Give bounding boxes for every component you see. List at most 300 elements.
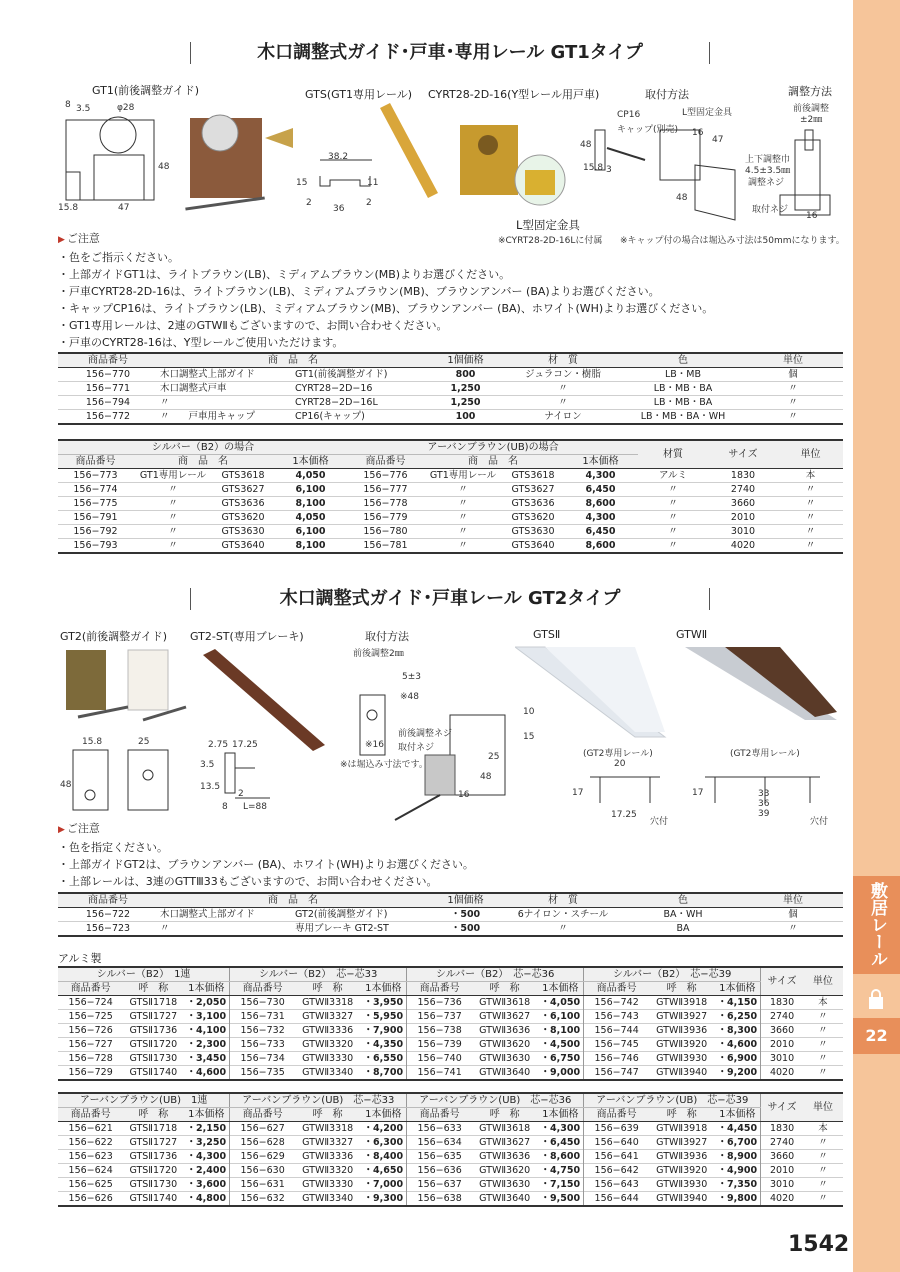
table-cell: 156−723 <box>58 922 158 937</box>
col-header: 呼 称 <box>472 982 537 996</box>
dim-15-8: 15.8 <box>58 203 79 213</box>
table-cell: 〃 <box>133 483 213 497</box>
table-cell: 156−780 <box>348 525 423 539</box>
table-cell: 6,450 <box>563 483 638 497</box>
table-cell: 〃 <box>778 539 843 554</box>
col-header: 商品番号 <box>58 455 133 469</box>
table-cell: 100 <box>428 410 503 425</box>
table-row <box>58 410 843 425</box>
table-cell: 3660 <box>708 497 778 511</box>
table-cell: ・6,900 <box>714 1052 760 1066</box>
rail-dim-36: 36 <box>758 799 770 809</box>
table-cell: 156−731 <box>230 1010 295 1024</box>
gt2-front-adjust: 前後調整2㎜ <box>353 649 404 659</box>
table-cell: GTWⅡ3627 <box>472 1136 537 1150</box>
group-header: シルバー（B2） 芯−芯33 <box>230 967 407 982</box>
col-header: 1本価格 <box>537 1108 583 1122</box>
rail1-label: (GT2専用レール) <box>583 749 653 759</box>
table-cell: 156−639 <box>584 1122 649 1136</box>
rail-dim-20: 20 <box>614 759 626 769</box>
col-header: 商品番号 <box>230 982 295 996</box>
gt2-notes <box>58 820 474 890</box>
dim-15: 15 <box>296 178 308 188</box>
table-row <box>58 996 843 1010</box>
note-line: ・戸車CYRT28-2D-16は、ライトブラウン(LB)、ミディアムブラウン(MB)、ブラウンアンバー (BA)よりお選びください。 <box>58 285 660 298</box>
table-cell: BA <box>623 922 743 937</box>
note-line: ・GT1専用レールは、2連のGTWⅡもございますので、お問い合わせください。 <box>58 319 448 332</box>
gt2st-dim-13-5: 13.5 <box>200 782 221 792</box>
table-cell: GTWⅡ3320 <box>295 1038 360 1052</box>
table-cell: GTWⅡ3936 <box>649 1024 714 1038</box>
gt2st-dim-2: 2 <box>238 789 244 799</box>
gt2-product-table <box>58 892 843 937</box>
col-header: 商品番号 <box>407 982 472 996</box>
category-label: 敷居レール <box>867 882 887 967</box>
table-cell: 6,100 <box>273 483 348 497</box>
table-cell: 〃 <box>638 497 708 511</box>
rail-hole-2: 穴付 <box>810 817 829 827</box>
col-header: 商品番号 <box>584 982 649 996</box>
table-cell: 〃 <box>423 483 503 497</box>
cap-note: ※キャップ付の場合は堀込み寸法は50mmになります。 <box>620 236 845 246</box>
table-cell: ・8,400 <box>360 1150 406 1164</box>
table-cell: 156−746 <box>584 1052 649 1066</box>
table-cell: 156−793 <box>58 539 133 554</box>
table-cell: ・6,300 <box>360 1136 406 1150</box>
notes-heading: ▶ ご注意 <box>58 820 474 839</box>
gt1-product-table <box>58 352 843 425</box>
table-cell: 2010 <box>761 1164 803 1178</box>
gt2-mount-label: 取付方法 <box>365 630 409 643</box>
gt2-fix-screw: 取付ネジ <box>398 743 435 753</box>
category-tab[interactable] <box>853 876 900 974</box>
table-cell: 156−728 <box>58 1052 123 1066</box>
table-cell: ・6,700 <box>714 1136 760 1150</box>
table-cell: GTWⅡ3630 <box>472 1178 537 1192</box>
notes-heading: ▶ ご注意 <box>58 230 713 249</box>
col-header: 商品番号 <box>230 1108 295 1122</box>
gt1-notes <box>58 230 713 351</box>
col-header: 呼 称 <box>295 1108 360 1122</box>
table-cell: ジュラコン・樹脂 <box>503 368 623 382</box>
table-cell: GTWⅡ3920 <box>649 1038 714 1052</box>
table-cell: GT1(前後調整ガイド) <box>293 368 428 382</box>
dim-36: 36 <box>333 204 345 214</box>
gt1-mount-drawing <box>575 100 765 230</box>
table-cell: ・3,950 <box>360 996 406 1010</box>
dim-3-5: 3.5 <box>76 104 91 114</box>
gts-rail-table <box>58 439 843 554</box>
vert-adjust-value: 4.5±3.5㎜ <box>745 166 791 176</box>
table-cell: 〃 <box>778 525 843 539</box>
table-cell: 156−745 <box>584 1038 649 1052</box>
table-cell: GTSⅡ1740 <box>123 1192 183 1207</box>
table-cell: 156−792 <box>58 525 133 539</box>
table-cell: GTWⅡ3640 <box>472 1192 537 1207</box>
col-header: 呼 称 <box>123 1108 183 1122</box>
table-cell: GTSⅡ1720 <box>123 1164 183 1178</box>
gt1-photo <box>185 98 300 218</box>
table-cell: 156−772 <box>58 410 158 425</box>
table-cell: 156−623 <box>58 1150 123 1164</box>
table-cell: GT1専用レール <box>133 469 213 483</box>
table-cell: 156−729 <box>58 1066 123 1081</box>
table-cell: 〃 <box>423 511 503 525</box>
table-cell: 〃 <box>803 1136 843 1150</box>
group-header: シルバー（B2） 1連 <box>58 967 230 982</box>
col-header: 単位 <box>803 1093 843 1122</box>
col-header: サイズ <box>761 1093 803 1122</box>
table-cell: ・9,000 <box>537 1066 583 1081</box>
table-cell: GTS3627 <box>213 483 273 497</box>
table-cell: 〃 <box>423 525 503 539</box>
table-cell: 〃 戸車用キャップ <box>158 410 293 425</box>
table-cell: 専用ブレーキ GT2-ST <box>293 922 428 937</box>
table-cell: GTWⅡ3620 <box>472 1038 537 1052</box>
table-cell: GTWⅡ3627 <box>472 1010 537 1024</box>
rail-hole-1: 穴付 <box>650 817 669 827</box>
table-cell: 個 <box>743 908 843 922</box>
mount-dim-48: 48 <box>580 140 592 150</box>
dim-2b: 2 <box>366 198 372 208</box>
table-cell: ・6,250 <box>714 1010 760 1024</box>
table-cell: ・6,550 <box>360 1052 406 1066</box>
col-header: 材質 <box>638 440 708 469</box>
table-cell: 156−725 <box>58 1010 123 1024</box>
gt2-dim-16s: ※16 <box>365 740 384 750</box>
table-cell: ・4,300 <box>183 1150 229 1164</box>
col-header: 材 質 <box>503 893 623 908</box>
table-cell: 〃 <box>778 483 843 497</box>
table-cell: ・4,200 <box>360 1122 406 1136</box>
table-cell: 156−635 <box>407 1150 472 1164</box>
col-header: 商 品 名 <box>423 455 563 469</box>
table-cell: 〃 <box>803 1178 843 1192</box>
table-cell: ・4,800 <box>183 1192 229 1207</box>
table-cell: 156−727 <box>58 1038 123 1052</box>
table-row <box>58 525 843 539</box>
mount-dim-47: 47 <box>712 135 724 145</box>
table-cell: GTWⅡ3327 <box>295 1010 360 1024</box>
silver-rail-table <box>58 966 843 1081</box>
table-cell: 156−631 <box>230 1178 295 1192</box>
table-cell: 156−622 <box>58 1136 123 1150</box>
table-cell: GTWⅡ3940 <box>649 1066 714 1081</box>
table-row <box>58 1164 843 1178</box>
table-cell: GTWⅡ3330 <box>295 1178 360 1192</box>
col-header: 商品番号 <box>58 1108 123 1122</box>
table-cell: GTWⅡ3927 <box>649 1010 714 1024</box>
gt2-dim-48: 48 <box>60 780 72 790</box>
front-adjust-value: ±2㎜ <box>800 115 823 125</box>
table-cell: 800 <box>428 368 503 382</box>
table-cell: 156−724 <box>58 996 123 1010</box>
col-header: 商品番号 <box>58 893 158 908</box>
table-cell: ・4,900 <box>714 1164 760 1178</box>
table-cell: 6ナイロン・スチール <box>503 908 623 922</box>
table-cell: 156−742 <box>584 996 649 1010</box>
col-header: 商品番号 <box>58 982 123 996</box>
table-cell: ・9,200 <box>714 1066 760 1081</box>
table-cell: ・8,900 <box>714 1150 760 1164</box>
table-cell: 〃 <box>133 525 213 539</box>
table-cell: 156−736 <box>407 996 472 1010</box>
col-header: 呼 称 <box>295 982 360 996</box>
gt2st-photo <box>195 645 330 755</box>
table-cell: ・2,300 <box>183 1038 229 1052</box>
table-row <box>58 469 843 483</box>
table-cell: 156−627 <box>230 1122 295 1136</box>
table-cell: GTWⅡ3920 <box>649 1164 714 1178</box>
table-cell: 個 <box>743 368 843 382</box>
table-cell: 8,600 <box>563 497 638 511</box>
group-header: シルバー（B2） 芯−芯36 <box>407 967 584 982</box>
category-icon <box>866 988 886 1010</box>
table-cell: ・7,150 <box>537 1178 583 1192</box>
table-cell: GTWⅡ3618 <box>472 1122 537 1136</box>
table-cell: LB・MB・BA <box>623 396 743 410</box>
gtwii-label: GTWⅡ <box>676 628 708 641</box>
table-cell: 4020 <box>761 1192 803 1207</box>
table-cell: 2740 <box>761 1010 803 1024</box>
table-cell: ・4,600 <box>183 1066 229 1081</box>
table-cell: ・3,450 <box>183 1052 229 1066</box>
gt2-adj-screw: 前後調整ネジ <box>398 729 453 739</box>
table-cell: ・3,250 <box>183 1136 229 1150</box>
table-cell: GTWⅡ3930 <box>649 1178 714 1192</box>
table-cell: 〃 <box>503 396 623 410</box>
table-cell: 4020 <box>761 1066 803 1081</box>
table-cell: LB・MB・BA <box>623 382 743 396</box>
table-cell: 木口調整式上部ガイド <box>158 368 293 382</box>
col-header: 材 質 <box>503 353 623 368</box>
table-cell: 本 <box>803 996 843 1010</box>
table-row <box>58 1136 843 1150</box>
table-cell: GTWⅡ3930 <box>649 1052 714 1066</box>
col-header: 呼 称 <box>123 982 183 996</box>
gt2-section-title: 木口調整式ガイド･戸車レール GT2タイプ <box>190 588 710 610</box>
table-cell: CYRT28−2D−16 <box>293 382 428 396</box>
vert-adjust-label: 上下調整巾 <box>745 155 791 165</box>
table-cell: GTWⅡ3336 <box>295 1024 360 1038</box>
table-cell: 156−730 <box>230 996 295 1010</box>
adjust-label: 調整方法 <box>788 85 832 98</box>
gt1-drawing <box>58 100 178 215</box>
table-cell: 8,100 <box>273 539 348 554</box>
table-cell: 156−747 <box>584 1066 649 1081</box>
table-cell: GTSⅡ1727 <box>123 1136 183 1150</box>
table-cell: GTS3630 <box>213 525 273 539</box>
table-cell: 156−773 <box>58 469 133 483</box>
table-cell: ・4,750 <box>537 1164 583 1178</box>
dim-phi28: φ28 <box>117 103 135 113</box>
table-cell: 156−633 <box>407 1122 472 1136</box>
table-cell: ・4,500 <box>537 1038 583 1052</box>
table-row <box>58 396 843 410</box>
rail-dim-17: 17 <box>572 788 584 798</box>
table-cell: 156−791 <box>58 511 133 525</box>
col-header: 商品番号 <box>58 353 158 368</box>
table-cell: GTS3630 <box>503 525 563 539</box>
note-line: ・色をご指示ください。 <box>58 251 179 264</box>
table-cell: 156−621 <box>58 1122 123 1136</box>
table-cell: ・8,100 <box>537 1024 583 1038</box>
gt1-section-title: 木口調整式ガイド･戸車･専用レール GT1タイプ <box>190 42 710 64</box>
table-cell: 156−735 <box>230 1066 295 1081</box>
table-cell: 〃 <box>743 922 843 937</box>
group-header-umber: アーバンブラウン(UB)の場合 <box>348 440 638 455</box>
table-row <box>58 368 843 382</box>
table-cell: 156−629 <box>230 1150 295 1164</box>
gtsii-label: GTSⅡ <box>533 628 561 641</box>
table-cell: GT2(前後調整ガイド) <box>293 908 428 922</box>
table-cell: 2740 <box>708 483 778 497</box>
gt2-dim-15-8: 15.8 <box>82 737 103 747</box>
table-cell: GTS3620 <box>503 511 563 525</box>
aluminum-label: アルミ製 <box>58 952 102 965</box>
cap-separate-label: キャップ(別売) <box>617 125 679 135</box>
table-cell: 〃 <box>158 396 293 410</box>
table-cell: GTWⅡ3336 <box>295 1150 360 1164</box>
gt2-dim-10: 10 <box>523 707 535 717</box>
table-cell: 本 <box>778 469 843 483</box>
table-cell: GTSⅡ1736 <box>123 1024 183 1038</box>
table-cell: GTWⅡ3620 <box>472 1164 537 1178</box>
table-cell: 〃 <box>638 483 708 497</box>
table-cell: GTWⅡ3936 <box>649 1150 714 1164</box>
col-header: 1本価格 <box>714 1108 760 1122</box>
col-header: 1本価格 <box>714 982 760 996</box>
table-cell: 2010 <box>761 1038 803 1052</box>
table-cell: 156−636 <box>407 1164 472 1178</box>
table-cell: LB・MB・BA・WH <box>623 410 743 425</box>
table-cell: 3010 <box>708 525 778 539</box>
table-cell: 156−726 <box>58 1024 123 1038</box>
table-cell: BA・WH <box>623 908 743 922</box>
umber-rail-table <box>58 1092 843 1207</box>
table-cell: ・2,050 <box>183 996 229 1010</box>
col-header: 商 品 名 <box>158 353 428 368</box>
gt2-dig-note: ※は堀込み寸法です。 <box>340 760 428 770</box>
table-cell: 156−743 <box>584 1010 649 1024</box>
table-cell: 1830 <box>761 1122 803 1136</box>
table-cell: 6,450 <box>563 525 638 539</box>
table-cell: GTWⅡ3318 <box>295 1122 360 1136</box>
table-cell: 〃 <box>158 922 293 937</box>
table-cell: 〃 <box>803 1038 843 1052</box>
table-row <box>58 483 843 497</box>
table-cell: GTWⅡ3918 <box>649 1122 714 1136</box>
table-cell: 〃 <box>803 1192 843 1207</box>
table-cell: 156−638 <box>407 1192 472 1207</box>
table-cell: ・500 <box>428 922 503 937</box>
table-cell: GTWⅡ3630 <box>472 1052 537 1066</box>
note-line: ・戸車のCYRT28-16は、Y型レールご使用いただけます。 <box>58 336 344 349</box>
table-cell: 156−775 <box>58 497 133 511</box>
table-row <box>58 539 843 554</box>
table-cell: ・9,300 <box>360 1192 406 1207</box>
table-cell: ・4,650 <box>360 1164 406 1178</box>
table-cell: 156−777 <box>348 483 423 497</box>
note-line: ・上部ガイドGT1は、ライトブラウン(LB)、ミディアムブラウン(MB)よりお選びください。 <box>58 268 511 281</box>
table-cell: 4,050 <box>273 511 348 525</box>
table-cell: GTWⅡ3327 <box>295 1136 360 1150</box>
gt2-dim-16m: 16 <box>458 790 470 800</box>
rail-photos <box>515 642 840 742</box>
table-cell: ・4,150 <box>714 996 760 1010</box>
table-cell: 〃 <box>133 511 213 525</box>
table-cell: GTWⅡ3918 <box>649 996 714 1010</box>
table-cell: 8,600 <box>563 539 638 554</box>
table-cell: GTWⅡ3618 <box>472 996 537 1010</box>
table-cell: ・500 <box>428 908 503 922</box>
table-cell: 木口調整式戸車 <box>158 382 293 396</box>
table-cell: 3660 <box>761 1024 803 1038</box>
gt2st-dim-3-5: 3.5 <box>200 760 215 770</box>
gt2-dim-48m: 48 <box>480 772 492 782</box>
table-cell: 1,250 <box>428 382 503 396</box>
table-row <box>58 1052 843 1066</box>
table-cell: ・6,450 <box>537 1136 583 1150</box>
section-number: 22 <box>853 1018 900 1054</box>
table-cell: 4,050 <box>273 469 348 483</box>
mount-label: 取付方法 <box>645 88 689 101</box>
table-row <box>58 1038 843 1052</box>
table-cell: GTSⅡ1718 <box>123 1122 183 1136</box>
table-cell: 3660 <box>761 1150 803 1164</box>
table-row <box>58 922 843 937</box>
gt2-dim-15: 15 <box>523 732 535 742</box>
table-cell: 〃 <box>803 1066 843 1081</box>
table-cell: 156−781 <box>348 539 423 554</box>
page-number: 1542 <box>788 1232 850 1257</box>
rail-dim-33: 33 <box>758 789 770 799</box>
table-row <box>58 497 843 511</box>
col-header: 単位 <box>778 440 843 469</box>
table-cell: 156−640 <box>584 1136 649 1150</box>
gt2-photo <box>58 645 188 730</box>
table-cell: ・3,600 <box>183 1178 229 1192</box>
table-cell: GTWⅡ3340 <box>295 1066 360 1081</box>
table-cell: GTSⅡ1730 <box>123 1178 183 1192</box>
table-cell: ・9,500 <box>537 1192 583 1207</box>
mount-dim-48b: 48 <box>676 193 688 203</box>
table-cell: ・8,700 <box>360 1066 406 1081</box>
table-cell: 156−641 <box>584 1150 649 1164</box>
table-cell: 1,250 <box>428 396 503 410</box>
col-header: 商 品 名 <box>158 893 428 908</box>
table-cell: 156−739 <box>407 1038 472 1052</box>
table-row <box>58 908 843 922</box>
table-cell: 156−625 <box>58 1178 123 1192</box>
table-cell: 156−771 <box>58 382 158 396</box>
table-cell: 〃 <box>803 1150 843 1164</box>
table-cell: 156−634 <box>407 1136 472 1150</box>
cp16-label: CP16 <box>617 110 641 120</box>
rail-section-drawings <box>565 765 845 825</box>
dim-8: 8 <box>65 100 71 110</box>
table-cell: アルミ <box>638 469 708 483</box>
table-cell: 156−770 <box>58 368 158 382</box>
table-cell: 4,300 <box>563 469 638 483</box>
table-row <box>58 1178 843 1192</box>
table-cell: ナイロン <box>503 410 623 425</box>
table-cell: CP16(キャップ) <box>293 410 428 425</box>
table-row <box>58 1122 843 1136</box>
table-cell: GTWⅡ3636 <box>472 1150 537 1164</box>
table-cell: 3010 <box>761 1178 803 1192</box>
table-cell: 〃 <box>503 922 623 937</box>
